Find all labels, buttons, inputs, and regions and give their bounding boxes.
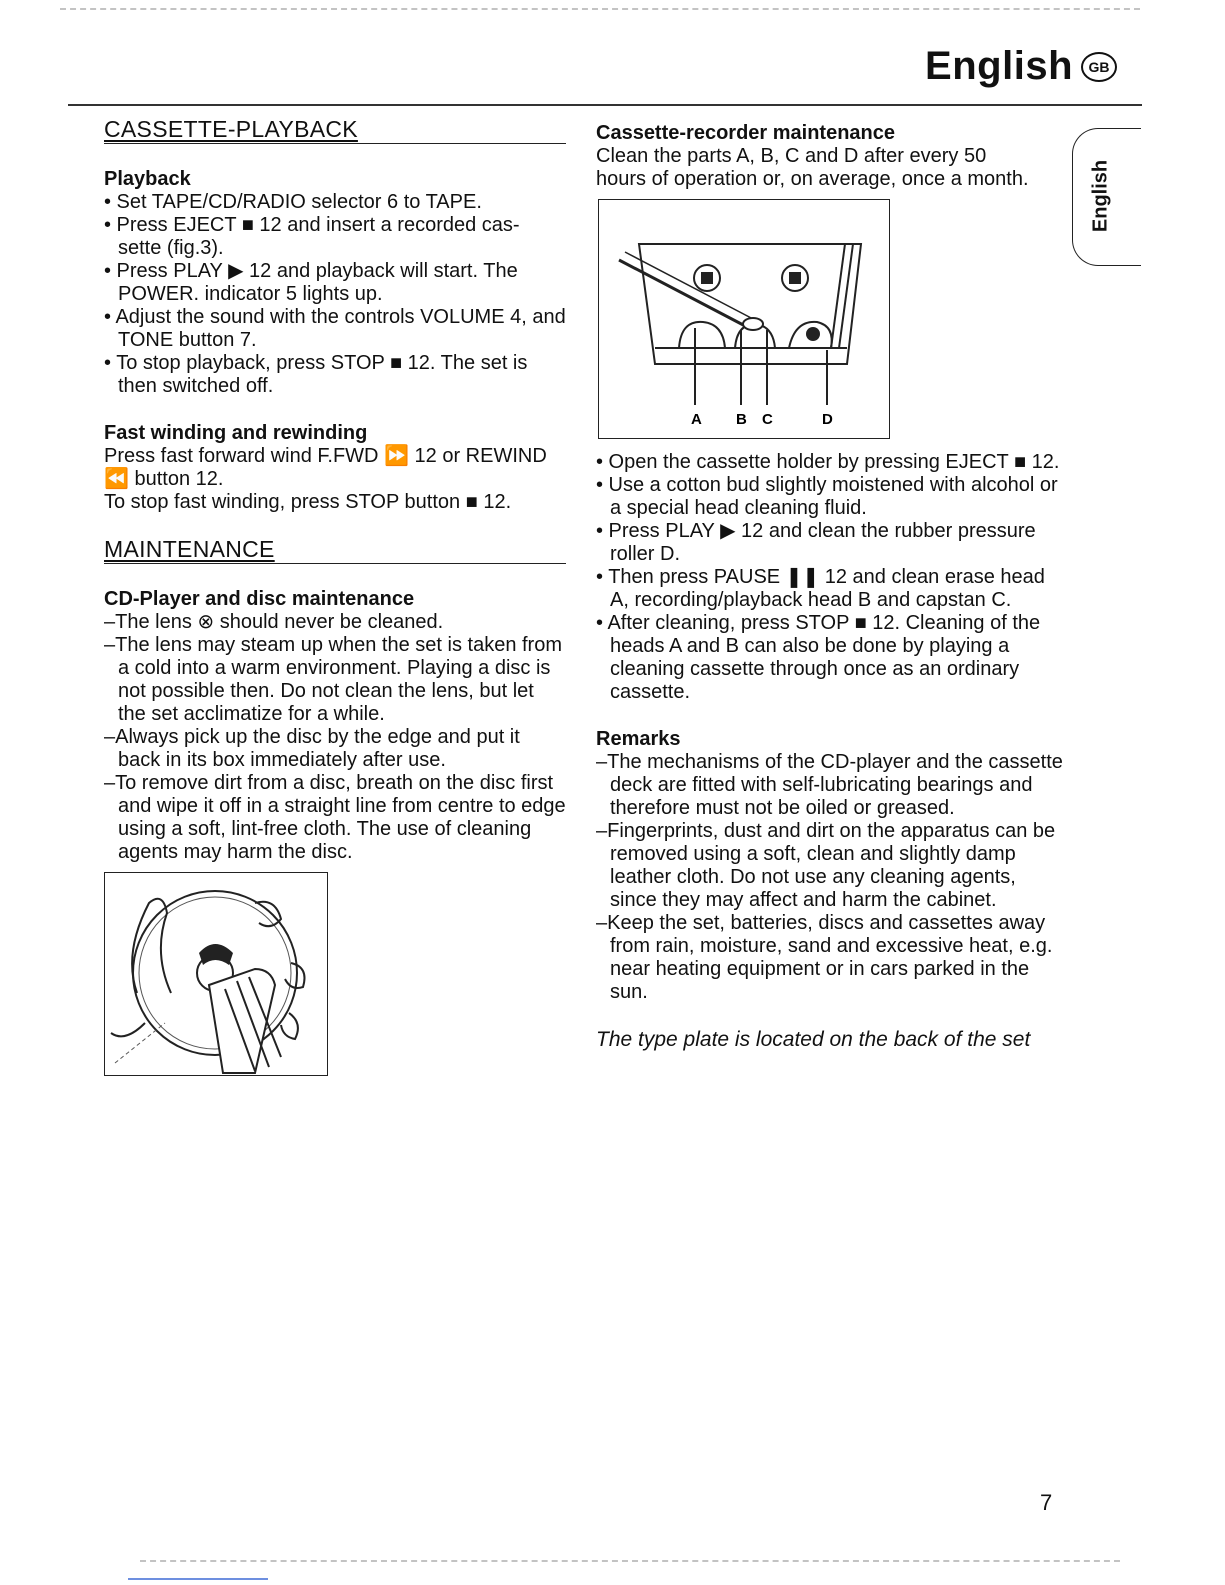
remarks-item: –Keep the set, batteries, discs and cassettes away from rain, moisture, sand and excessive heat, e.g. near heating equipment or in cars parked in the sun. xyxy=(596,912,1053,1003)
cd-maintenance-item: –To remove dirt from a disc, breath on the disc first and wipe it off in a straight line from centre to edge using a soft, lint-free cloth. The use of cleaning agents may harm the disc. xyxy=(104,772,566,863)
playback-heading: Playback xyxy=(104,168,191,190)
figure-label-a: A xyxy=(691,411,702,428)
hand-wiping-disc-illustration xyxy=(105,873,327,1075)
figure-label-c: C xyxy=(762,411,773,428)
remarks-item: –Fingerprints, dust and dirt on the apparatus can be removed using a soft, clean and slightly damp leather cloth. Do not use any cleaning agents, since they may affect and harm the cabinet. xyxy=(596,820,1056,911)
recorder-step: • Then press PAUSE ❚❚ 12 and clean erase head A, recording/playback head B and capstan C. xyxy=(596,566,1045,611)
playback-item: • Adjust the sound with the controls VOLUME 4, and TONE button 7. xyxy=(104,306,566,351)
cassette-recorder-heading: Cassette-recorder maintenance xyxy=(596,122,896,144)
tape-head-figure xyxy=(598,199,890,439)
side-tab-label: English xyxy=(1089,159,1112,233)
language-header xyxy=(925,44,1117,89)
cd-maintenance-item: –The lens ⊗ should never be cleaned. xyxy=(104,611,444,633)
gb-badge-icon: GB xyxy=(1081,52,1117,82)
tape-heads-illustration xyxy=(599,200,889,438)
fast-winding-text: To stop fast winding, press STOP button ■ 12. xyxy=(104,491,512,513)
left-column xyxy=(104,118,566,1076)
page-number: 7 xyxy=(1040,1490,1053,1515)
cd-maintenance-item: –The lens may steam up when the set is taken from a cold into a warm environment. Playing a disc is not possible then. Do not clean the lens, but let the set acclimatize for a while. xyxy=(104,634,562,725)
cd-maintenance-heading: CD-Player and disc maintenance xyxy=(104,588,415,610)
remarks-item: –The mechanisms of the CD-player and the cassette deck are fitted with self-lubricating bearings and therefore must not be oiled or greased. xyxy=(596,751,1063,819)
recorder-step: • Open the cassette holder by pressing EJECT ■ 12. xyxy=(596,451,1060,473)
cassette-playback-title: CASSETTE-PLAYBACK xyxy=(104,118,566,144)
disc-cleaning-figure xyxy=(104,872,328,1076)
maintenance-title: MAINTENANCE xyxy=(104,538,566,564)
playback-item: • Set TAPE/CD/RADIO selector 6 to TAPE. xyxy=(104,191,482,213)
type-plate-note: The type plate is located on the back of the set xyxy=(596,1028,1031,1051)
playback-item: • To stop playback, press STOP ■ 12. The set is then switched off. xyxy=(104,352,528,397)
cd-maintenance-item: –Always pick up the disc by the edge and put it back in its box immediately after use. xyxy=(104,726,520,771)
scan-artifact-blue-line xyxy=(128,1578,268,1580)
header-rule xyxy=(68,104,1142,106)
playback-item: • Press EJECT ■ 12 and insert a recorded cas- sette (fig.3). xyxy=(104,214,520,259)
scan-artifact-bottom xyxy=(140,1560,1120,1568)
fast-winding-heading: Fast winding and rewinding xyxy=(104,422,368,444)
scan-artifact-top xyxy=(60,8,1140,16)
right-column xyxy=(596,122,1066,1051)
figure-label-d: D xyxy=(822,411,833,428)
recorder-step: • Use a cotton bud slightly moistened with alcohol or a special head cleaning fluid. xyxy=(596,474,1058,519)
figure-label-b: B xyxy=(736,411,747,428)
playback-item: • Press PLAY ▶ 12 and playback will start. The POWER. indicator 5 lights up. xyxy=(104,260,518,305)
recorder-step: • Press PLAY ▶ 12 and clean the rubber pressure roller D. xyxy=(596,520,1036,565)
cassette-recorder-intro: Clean the parts A, B, C and D after every 50 hours of operation or, on average, once a month. xyxy=(596,145,1029,190)
remarks-heading: Remarks xyxy=(596,728,681,750)
language-title: English xyxy=(925,44,1073,88)
fast-winding-text: Press fast forward wind F.FWD ⏩ 12 or REWIND ⏪ button 12. xyxy=(104,445,547,490)
recorder-step: • After cleaning, press STOP ■ 12. Cleaning of the heads A and B can also be done by playing a cleaning cassette through once as an ordinary cassette. xyxy=(596,612,1041,703)
